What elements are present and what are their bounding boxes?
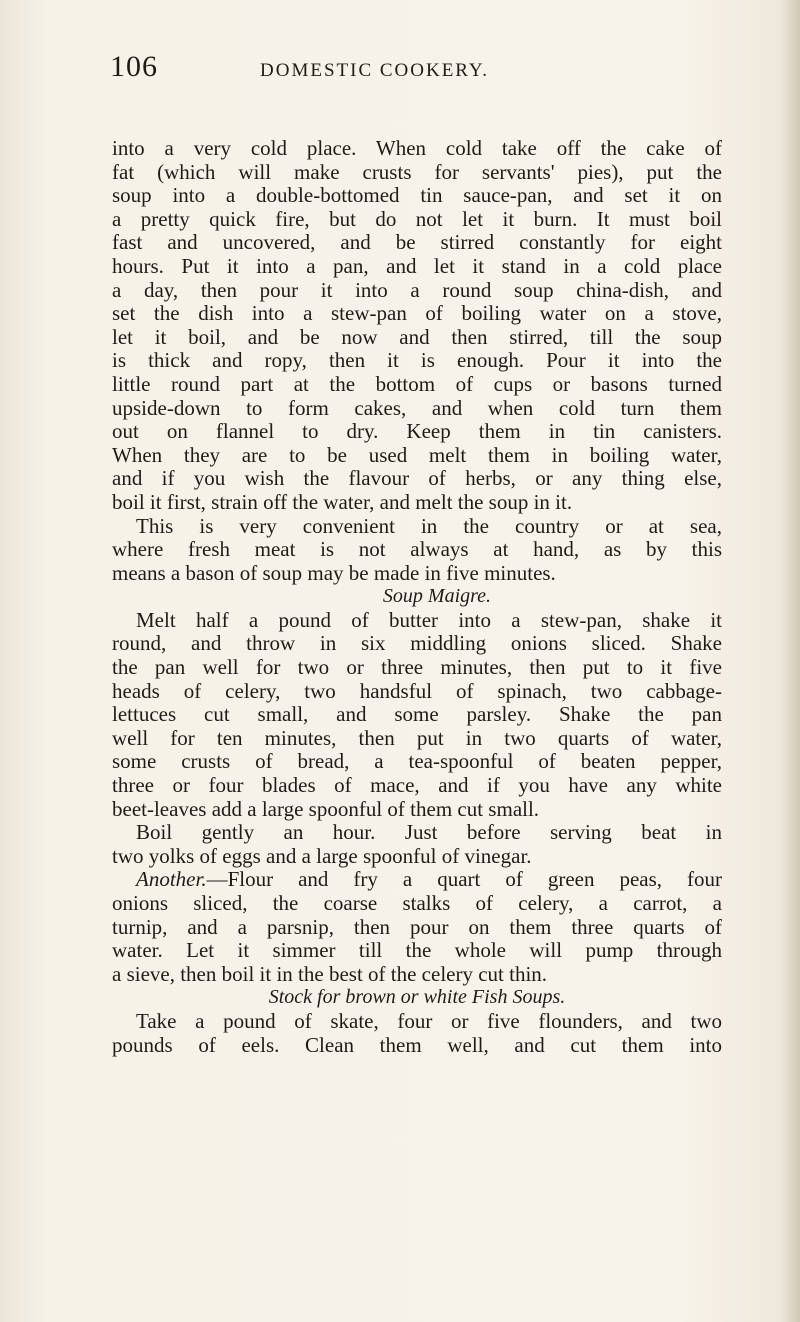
text-line: boil it first, strain off the water, and melt the soup in it. [112, 489, 573, 514]
text-line: some crusts of bread, a tea-spoonful of beaten pepper, [112, 749, 722, 774]
text-line: beet-leaves add a large spoonful of them cut small. [112, 796, 540, 821]
page-header [110, 50, 710, 90]
text-line: three or four blades of mace, and if you have any white [112, 773, 722, 798]
text-line: where fresh meat is not always at hand, as by this [112, 537, 722, 562]
text-line: This is very convenient in the country or at sea, [136, 513, 722, 538]
text-line: soup into a double-bottomed tin sauce-pan, and set it on [112, 183, 722, 208]
text-line: fat (which will make crusts for servants' pies), put the [112, 159, 722, 184]
text-line: set the dish into a stew-pan of boiling water on a stove, [112, 301, 722, 326]
text-line: well for ten minutes, then put in two quarts of water, [112, 725, 722, 750]
text-line: a sieve, then boil it in the best of the celery cut thin. [112, 961, 548, 986]
text-line: fast and uncovered, and be stirred constantly for eight [112, 230, 722, 255]
text-line: two yolks of eggs and a large spoonful of vinegar. [112, 843, 532, 868]
text-line: is thick and ropy, then it is enough. Pour it into the [112, 348, 722, 373]
text-line: and if you wish the flavour of herbs, or any thing else, [112, 466, 722, 491]
another-label: Another. [136, 867, 207, 892]
text-line: round, and throw in six middling onions sliced. Shake [112, 631, 722, 656]
text-line: upside-down to form cakes, and when cold turn them [112, 395, 722, 420]
text-line: turnip, and a parsnip, then pour on them three quarts of [112, 914, 722, 939]
text-line: lettuces cut small, and some parsley. Shake the pan [112, 702, 722, 727]
recipe-heading-stock-fish-soups: Stock for brown or white Fish Soups. [268, 986, 566, 1009]
another-text: —Flour and fry a quart of green peas, four [206, 867, 722, 892]
text-line: out on flannel to dry. Keep them in tin canisters. [112, 419, 722, 444]
page-number: 106 [110, 50, 158, 83]
text-line: hours. Put it into a pan, and let it stand in a cold place [112, 253, 722, 278]
text-line: a pretty quick fire, but do not let it burn. It must boil [112, 206, 722, 231]
text-line: let it boil, and be now and then stirred, till the soup [112, 324, 722, 349]
text-line: Take a pound of skate, four or five flounders, and two [136, 1008, 722, 1033]
text-line [112, 868, 722, 892]
running-head: DOMESTIC COOKERY. [260, 60, 489, 81]
recipe-heading-soup-maigre: Soup Maigre. [382, 585, 492, 608]
text-line: little round part at the bottom of cups or basons turned [112, 371, 722, 396]
text-line: heads of celery, two handsful of spinach, two cabbage- [112, 678, 722, 703]
body-text [112, 137, 722, 1057]
text-line: Melt half a pound of butter into a stew-pan, shake it [136, 607, 722, 632]
page-edge-shadow [782, 0, 800, 1322]
text-line: Boil gently an hour. Just before serving beat in [136, 820, 722, 845]
text-line: water. Let it simmer till the whole will pump through [112, 938, 722, 963]
text-line: pounds of eels. Clean them well, and cut them into [112, 1032, 722, 1057]
text-line: When they are to be used melt them in boiling water, [112, 442, 722, 467]
text-line: onions sliced, the coarse stalks of celery, a carrot, a [112, 891, 722, 915]
text-line: the pan well for two or three minutes, then put to it five [112, 655, 722, 680]
text-line: into a very cold place. When cold take off the cake of [112, 136, 722, 160]
text-line: a day, then pour it into a round soup china-dish, and [112, 277, 722, 302]
text-line: means a bason of soup may be made in five minutes. [112, 560, 556, 585]
